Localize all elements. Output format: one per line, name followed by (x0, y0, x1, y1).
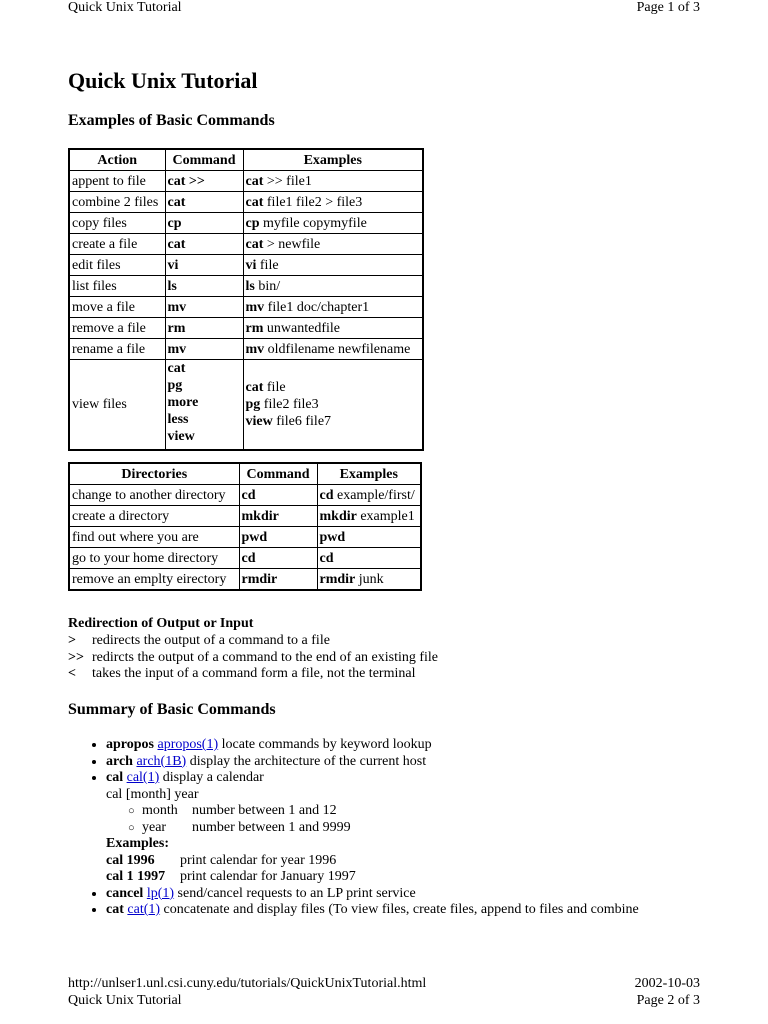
document-title: Quick Unix Tutorial (68, 68, 258, 93)
table-row (69, 506, 421, 527)
table-row (69, 234, 423, 255)
redirection-symbol: > (68, 633, 76, 648)
example-cell (317, 527, 421, 548)
action-cell: rename a file (69, 339, 165, 360)
example-cell (243, 339, 423, 360)
example-argument: example1 (356, 508, 415, 524)
command-name: pg (167, 378, 183, 393)
table-row (69, 548, 421, 569)
action-cell: create a directory (69, 506, 239, 527)
example-argument: example/first/ (333, 487, 415, 503)
column-header: Examples (243, 149, 423, 171)
summary-command-list (88, 737, 746, 919)
table-body (69, 485, 421, 591)
list-item (106, 770, 746, 886)
table-row (69, 297, 423, 318)
action-cell: list files (69, 276, 165, 297)
command-cell: cat >> (165, 171, 243, 192)
example-argument: file1 file2 > file3 (263, 194, 363, 210)
action-cell: copy files (69, 213, 165, 234)
command-description: locate commands by keyword lookup (218, 737, 432, 752)
command-name: cancel (106, 885, 144, 901)
command-name: apropos (106, 737, 154, 752)
example-cell (243, 171, 423, 192)
example-argument: file (256, 257, 279, 273)
command-name: less (167, 412, 189, 427)
table-row (69, 339, 423, 360)
command-description: concatenate and display files (To view files, create files, append to files and combine (160, 902, 639, 917)
action-cell: move a file (69, 297, 165, 318)
man-page-link[interactable]: apropos(1) (157, 737, 219, 752)
example-argument: bin/ (254, 278, 281, 294)
option-name: year (142, 819, 167, 835)
redirection-text: redircts the output of a command to the end of an existing file (92, 650, 439, 665)
circle-bullet-icon: ○ (128, 805, 135, 817)
example-argument: unwantedfile (263, 320, 340, 336)
table-row (69, 569, 421, 591)
cal-example (106, 853, 746, 870)
example-command: mv (245, 341, 265, 357)
man-page-link[interactable]: cal(1) (126, 770, 160, 785)
cal-example (106, 869, 746, 886)
example-command: mv (245, 299, 265, 315)
section-heading-basic-commands: Examples of Basic Commands (68, 112, 275, 129)
command-cell: cat (165, 234, 243, 255)
action-cell: appent to file (69, 171, 165, 192)
example-command: pg (245, 396, 261, 412)
example-command: cat (245, 379, 264, 395)
example-command: mkdir (319, 508, 357, 524)
command-cell: vi (165, 255, 243, 276)
example-argument: >> file1 (263, 173, 312, 189)
example-argument: file6 file7 (272, 413, 332, 429)
example-cell (243, 276, 423, 297)
action-cell: remove an emplty eirectory (69, 569, 239, 591)
example-command: ls (245, 278, 255, 294)
example-command: cal 1996 (106, 852, 155, 868)
table-row (69, 318, 423, 339)
command-cell: cp (165, 213, 243, 234)
action-cell: combine 2 files (69, 192, 165, 213)
table-row (69, 360, 423, 450)
command-name: cal (106, 770, 124, 785)
command-description: display the architecture of the current host (186, 753, 427, 769)
table-body (69, 171, 423, 450)
page-header-page-number: Page 1 of 3 (636, 0, 700, 15)
command-name: cat (167, 361, 186, 376)
example-command: cal 1 1997 (106, 869, 166, 884)
redirection-heading: Redirection of Output or Input (68, 616, 254, 631)
example-command: cat (245, 173, 264, 189)
list-item (106, 886, 746, 903)
command-cell: cat (165, 192, 243, 213)
command-cell: mkdir (239, 506, 317, 527)
example-cell (243, 213, 423, 234)
example-argument: file1 doc/chapter1 (264, 299, 370, 315)
action-cell: go to your home directory (69, 548, 239, 569)
example-command: view (245, 413, 273, 429)
column-header: Examples (317, 463, 421, 485)
example-command: pwd (319, 529, 346, 545)
redirection-text: redirects the output of a command to a file (92, 633, 330, 648)
command-name: cat (106, 902, 124, 917)
example-line (246, 379, 421, 396)
page-header-title: Quick Unix Tutorial (68, 0, 182, 15)
example-description: print calendar for January 1997 (180, 869, 356, 884)
examples-label: Examples: (106, 836, 169, 851)
command-cell: pwd (239, 527, 317, 548)
example-description: print calendar for year 1996 (180, 852, 337, 868)
command-cell: ls (165, 276, 243, 297)
example-command: rmdir (319, 571, 356, 587)
example-command: cp (245, 215, 260, 231)
example-argument: file (263, 379, 286, 395)
footer-page-number: Page 2 of 3 (636, 993, 700, 1008)
table-row (69, 485, 421, 506)
redirection-text: takes the input of a command form a file, not the terminal (92, 666, 416, 681)
table-row (69, 276, 423, 297)
example-line (246, 396, 421, 413)
example-cell (243, 234, 423, 255)
footer-title: Quick Unix Tutorial (68, 993, 182, 1008)
list-item (106, 754, 746, 771)
action-cell: remove a file (69, 318, 165, 339)
example-argument: myfile copymyfile (259, 215, 367, 231)
table-row (69, 213, 423, 234)
list-item (106, 737, 746, 754)
table-header-row (69, 149, 423, 171)
basic-commands-table (68, 148, 424, 451)
option-description: number between 1 and 9999 (192, 819, 351, 835)
example-cell (317, 569, 421, 591)
table-row (69, 255, 423, 276)
footer-url: http://unlser1.unl.csi.cuny.edu/tutorials/QuickUnixTutorial.html (68, 976, 427, 991)
command-cell: rm (165, 318, 243, 339)
man-page-link[interactable]: arch(1B) (136, 753, 187, 769)
example-cell (243, 192, 423, 213)
action-cell: create a file (69, 234, 165, 255)
example-line (246, 413, 421, 430)
example-cell (317, 548, 421, 569)
option-description: number between 1 and 12 (192, 803, 337, 818)
example-argument: oldfilename newfilename (264, 341, 411, 357)
command-cell (165, 360, 243, 450)
option-name: month (142, 803, 178, 818)
command-cell: cd (239, 548, 317, 569)
command-name: arch (106, 753, 133, 769)
command-cell: mv (165, 339, 243, 360)
man-page-link[interactable]: lp(1) (146, 885, 175, 901)
column-header: Action (69, 149, 165, 171)
example-cell (243, 297, 423, 318)
redirection-symbol: < (68, 666, 76, 681)
column-header: Command (165, 149, 243, 171)
list-item (106, 902, 746, 919)
example-cell (243, 255, 423, 276)
example-cell (243, 318, 423, 339)
redirection-symbol: >> (68, 650, 84, 665)
command-description: send/cancel requests to an LP print service (174, 885, 416, 901)
example-command: rm (245, 320, 264, 336)
cal-options-list (106, 803, 746, 836)
man-page-link[interactable]: cat(1) (127, 902, 161, 917)
action-cell: view files (69, 360, 165, 450)
command-name: view (167, 429, 195, 444)
table-header-row (69, 463, 421, 485)
example-command: vi (245, 257, 257, 273)
example-command: cat (245, 194, 264, 210)
footer-date: 2002-10-03 (634, 976, 700, 991)
example-argument: > newfile (263, 236, 321, 252)
table-row (69, 527, 421, 548)
column-header: Directories (69, 463, 239, 485)
circle-bullet-icon: ○ (128, 821, 135, 834)
list-item (128, 820, 746, 837)
example-cell (243, 360, 423, 450)
example-command: cd (319, 487, 334, 503)
directory-commands-table (68, 462, 422, 591)
list-item (128, 803, 746, 820)
redirection-item (68, 650, 438, 666)
example-cell (317, 485, 421, 506)
action-cell: edit files (69, 255, 165, 276)
example-argument: junk (355, 571, 384, 587)
summary-heading: Summary of Basic Commands (68, 701, 276, 718)
table-row (69, 171, 423, 192)
redirection-item (68, 633, 330, 649)
command-cell: cd (239, 485, 317, 506)
command-cell: mv (165, 297, 243, 318)
column-header: Command (239, 463, 317, 485)
command-cell: rmdir (239, 569, 317, 591)
example-argument: file2 file3 (260, 396, 319, 412)
command-name: more (167, 395, 199, 410)
example-cell (317, 506, 421, 527)
redirection-item (68, 666, 415, 682)
example-command: cat (245, 236, 264, 252)
command-description: display a calendar (159, 770, 264, 785)
table-row (69, 192, 423, 213)
cal-details (106, 787, 746, 886)
action-cell: find out where you are (69, 527, 239, 548)
action-cell: change to another directory (69, 485, 239, 506)
example-command: cd (319, 550, 334, 566)
cal-syntax: cal [month] year (106, 786, 199, 802)
